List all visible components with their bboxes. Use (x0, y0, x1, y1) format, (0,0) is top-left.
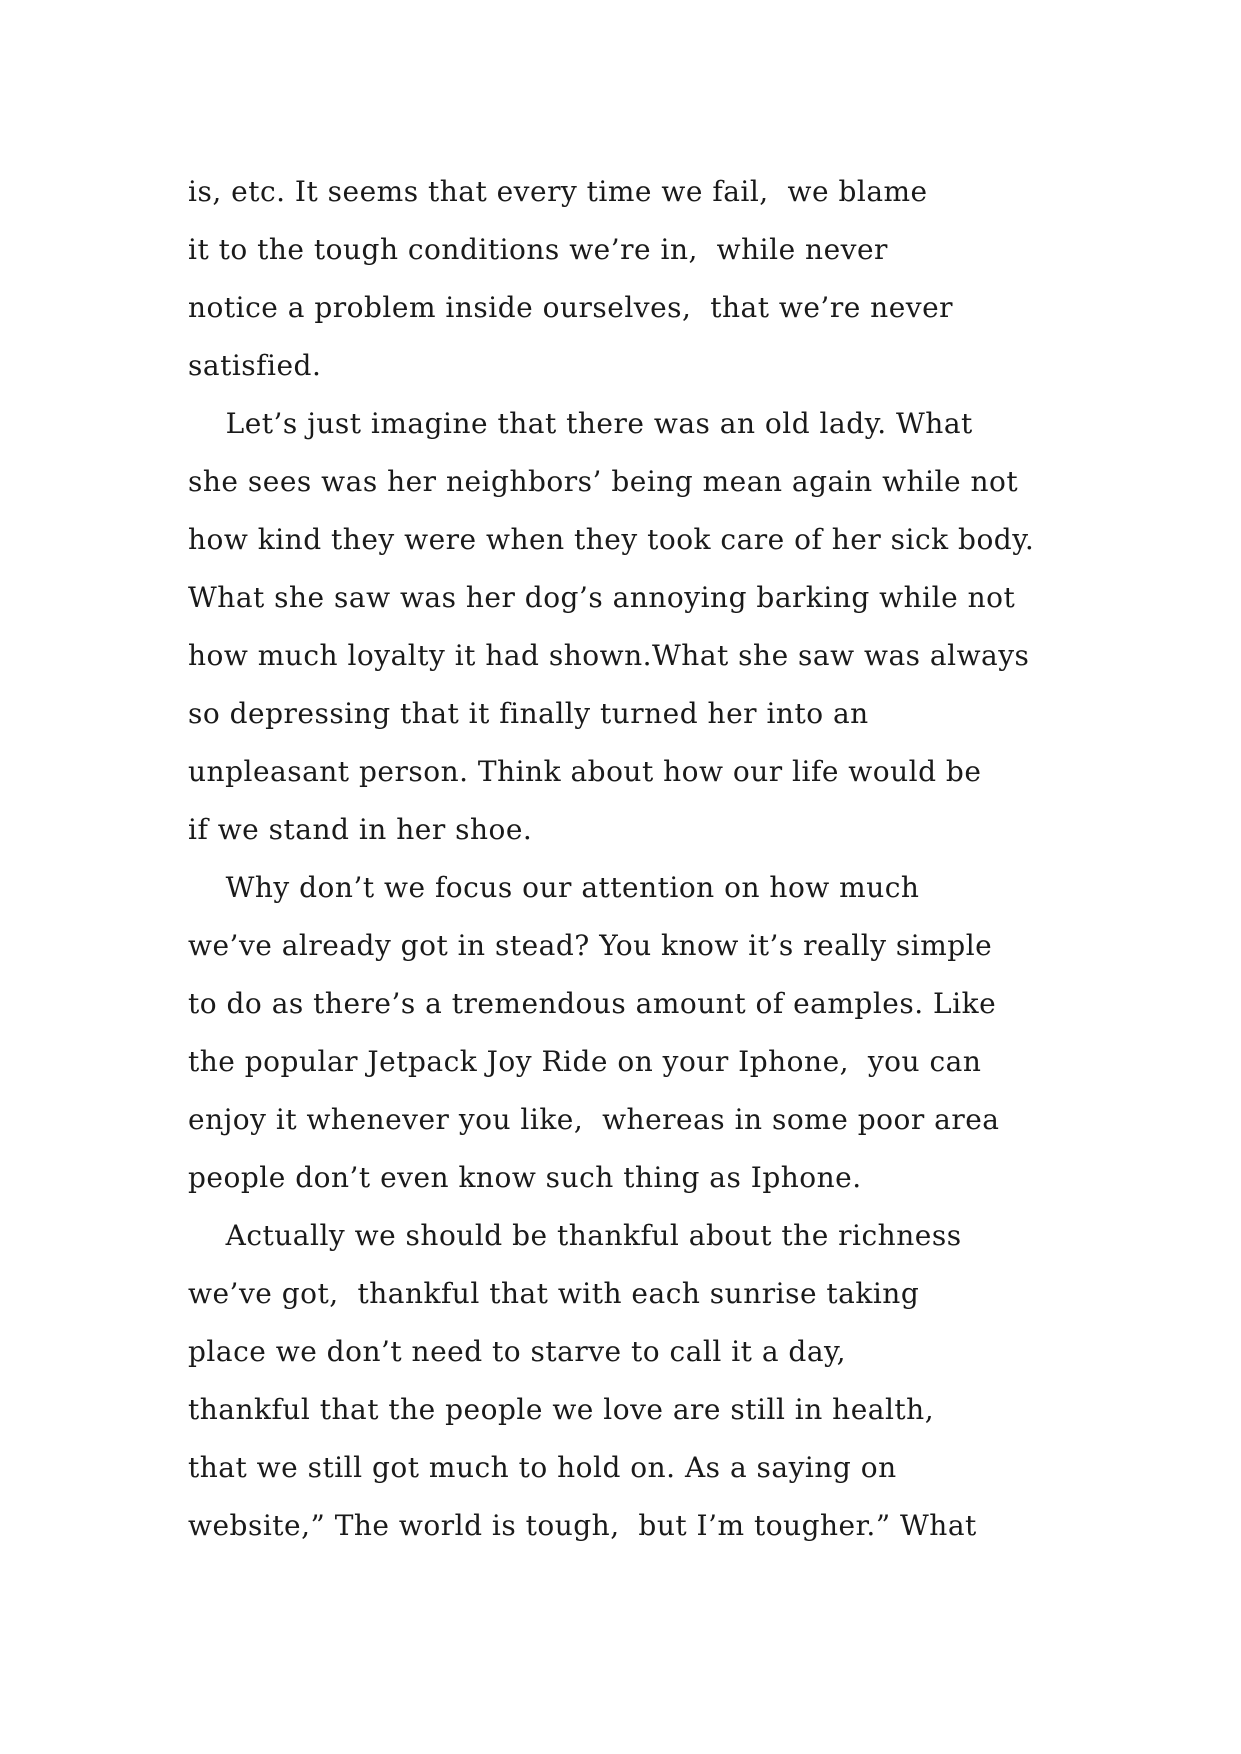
text-line: the popular Jetpack Joy Ride on your Iphone, you can (188, 1045, 982, 1078)
text-line: she sees was her neighbors’ being mean again while not (188, 465, 1019, 498)
text-line: Actually we should be thankful about the richness (188, 1219, 962, 1252)
text-line: is, etc. It seems that every time we fail, we blame (188, 175, 928, 208)
text-line: What she saw was her dog’s annoying barking while not (188, 581, 1016, 614)
text-line: Let’s just imagine that there was an old lady. What (188, 407, 973, 440)
text-line: thankful that the people we love are still in health, (188, 1393, 935, 1426)
text-line: we’ve already got in stead? You know it’s really simple (188, 929, 993, 962)
text-line: how much loyalty it had shown.What she saw was always (188, 639, 1030, 672)
text-line: people don’t even know such thing as Iphone. (188, 1161, 862, 1194)
text-line: place we don’t need to starve to call it a day, (188, 1335, 847, 1368)
text-line: if we stand in her shoe. (188, 813, 533, 846)
text-line: satisfied. (188, 349, 322, 382)
text-line: notice a problem inside ourselves, that we’re never (188, 291, 954, 324)
text-line: unpleasant person. Think about how our life would be (188, 755, 982, 788)
text-line: Why don’t we focus our attention on how much (188, 871, 920, 904)
text-line: so depressing that it finally turned her into an (188, 697, 869, 730)
text-line: to do as there’s a tremendous amount of eamples. Like (188, 987, 997, 1020)
text-line: it to the tough conditions we’re in, while never (188, 233, 888, 266)
body-text (188, 163, 1148, 1555)
text-line: how kind they were when they took care of her sick body. (188, 523, 1035, 556)
text-line: that we still got much to hold on. As a saying on (188, 1451, 897, 1484)
text-line: we’ve got, thankful that with each sunrise taking (188, 1277, 920, 1310)
text-line: website,” The world is tough, but I’m tougher.” What (188, 1509, 977, 1542)
text-line: enjoy it whenever you like, whereas in some poor area (188, 1103, 1000, 1136)
